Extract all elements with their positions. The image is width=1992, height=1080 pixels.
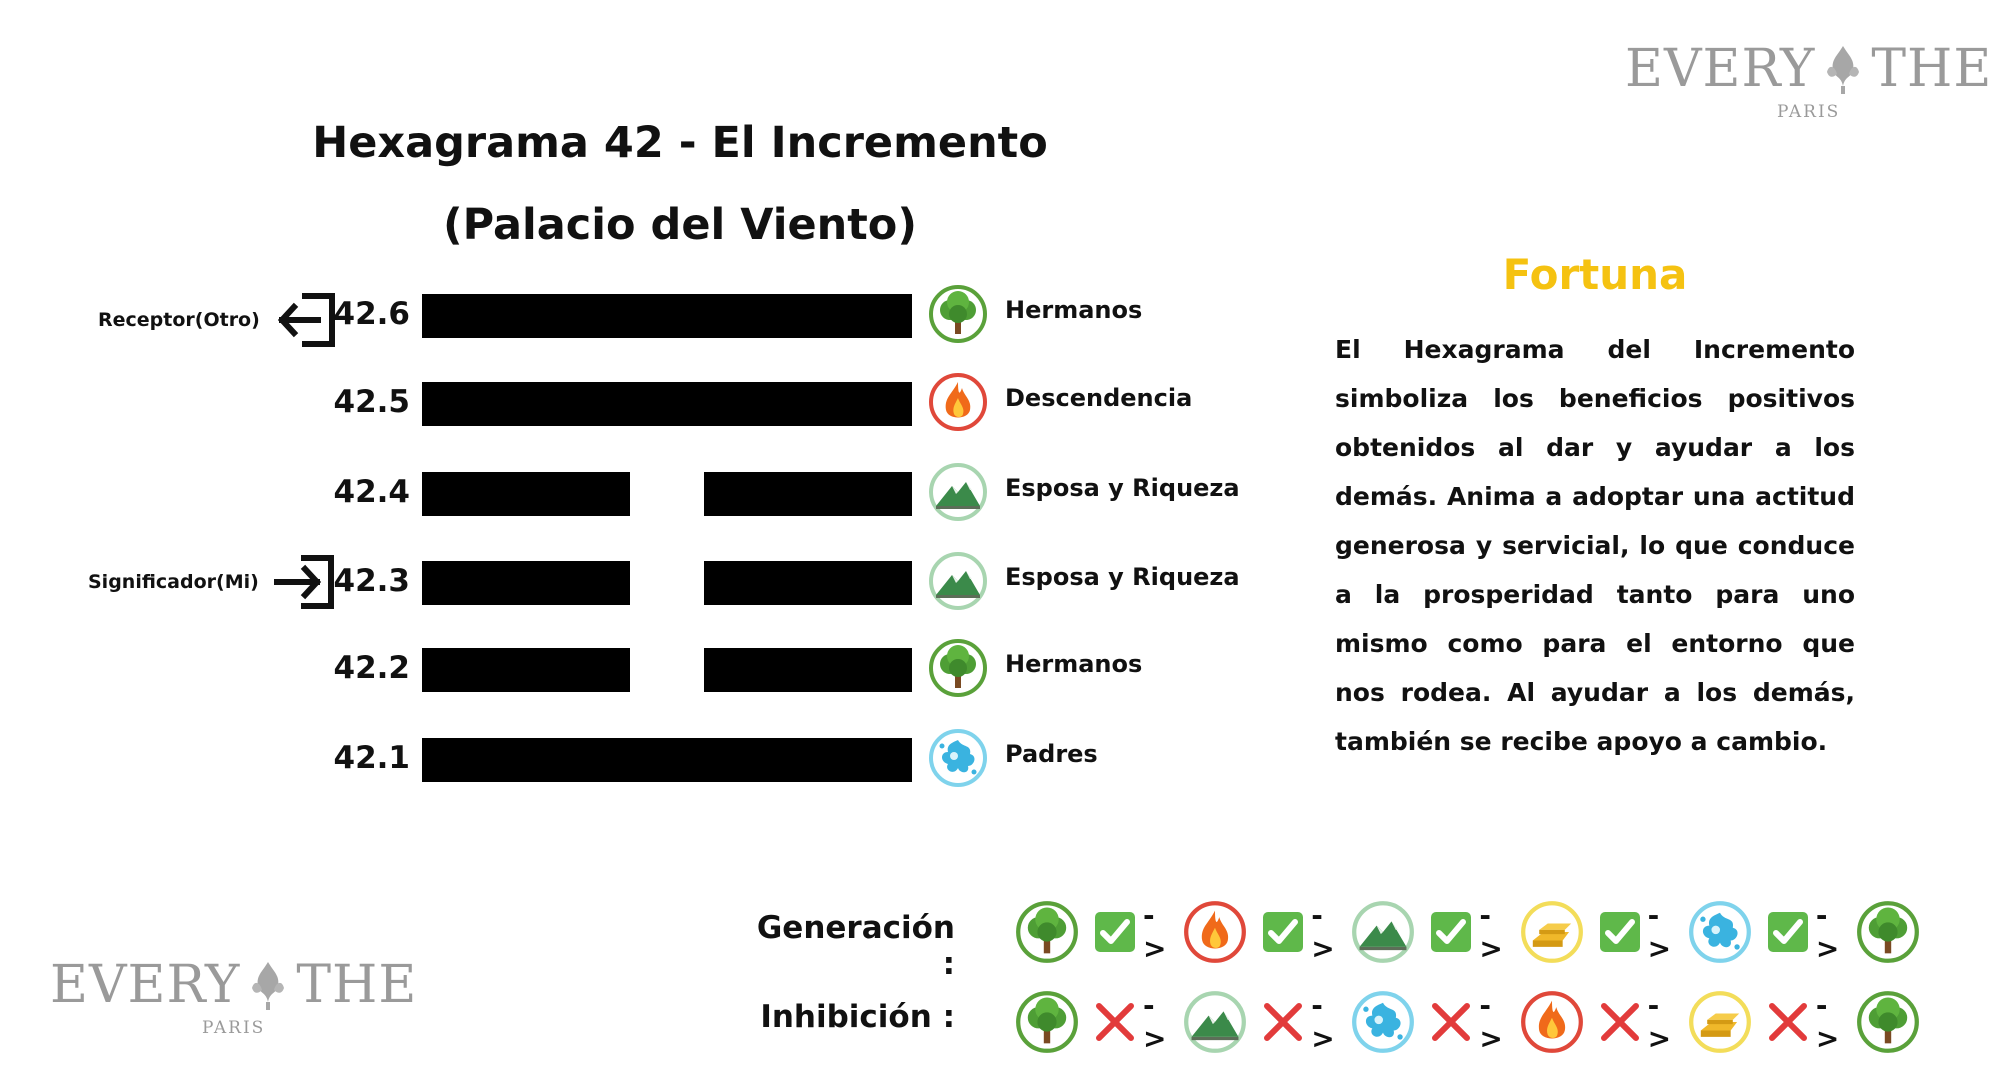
- six-relation-label: Esposa y Riqueza: [1005, 474, 1240, 502]
- check-mark-icon: [1093, 910, 1137, 954]
- six-relation-label: Descendencia: [1005, 384, 1193, 412]
- check-mark-icon: [1261, 910, 1305, 954]
- receptor-label: Receptor(Otro): [98, 309, 260, 331]
- line-number: 42.1: [333, 740, 410, 776]
- hexagram-line: [0, 557, 1250, 617]
- fortuna-title: Fortuna: [1502, 250, 1688, 299]
- arrow-text: - >: [1143, 899, 1165, 965]
- six-relation-label: Hermanos: [1005, 650, 1143, 678]
- yin-line-left: [422, 472, 630, 516]
- arrow-text: - >: [1311, 899, 1333, 965]
- brand-name-left: EVERY: [1625, 39, 1816, 99]
- arrow-text: - >: [1479, 899, 1501, 965]
- brand-name-left: EVERY: [50, 955, 241, 1015]
- wood-element-icon: [928, 284, 988, 344]
- wood-element-icon: [1856, 900, 1920, 964]
- six-relation-label: Esposa y Riqueza: [1005, 563, 1240, 591]
- brand-name-right: THE: [296, 955, 418, 1015]
- earth-element-icon: [1183, 990, 1247, 1054]
- yin-line-left: [422, 648, 630, 692]
- arrow-text: - >: [1647, 989, 1670, 1055]
- brand-logo-bottom: [50, 955, 418, 1038]
- line-number: 42.3: [333, 563, 410, 599]
- fleur-emblem-icon: [246, 958, 290, 1012]
- hexagram-line: [0, 468, 1250, 528]
- hexagram-line: [0, 378, 1250, 438]
- brand-name-right: THE: [1871, 39, 1992, 99]
- cross-mark-icon: [1093, 1000, 1137, 1044]
- yang-line: [422, 382, 912, 426]
- brand-logo-top: [1625, 39, 1992, 122]
- line-number: 42.2: [333, 650, 410, 686]
- six-relation-label: Hermanos: [1005, 296, 1143, 324]
- hexagram-line: [0, 644, 1250, 704]
- brand-city: PARIS: [202, 1018, 266, 1038]
- arrow-text: - >: [1479, 989, 1501, 1055]
- title-line-1: Hexagrama 42 - El Incremento: [312, 118, 1048, 168]
- check-mark-icon: [1766, 910, 1810, 954]
- fire-element-icon: [1183, 900, 1247, 964]
- earth-element-icon: [1351, 900, 1415, 964]
- water-element-icon: [1688, 900, 1752, 964]
- arrow-text: - >: [1647, 899, 1670, 965]
- inhibition-label: Inhibición :: [760, 999, 955, 1035]
- generation-label: Generación :: [756, 910, 955, 982]
- wood-element-icon: [1015, 990, 1079, 1054]
- arrow-text: - >: [1815, 989, 1838, 1055]
- cross-mark-icon: [1598, 1000, 1642, 1044]
- brand-city: PARIS: [1777, 102, 1841, 122]
- fire-element-icon: [1520, 990, 1584, 1054]
- cross-mark-icon: [1261, 1000, 1305, 1044]
- yin-line-left: [422, 561, 630, 605]
- arrow-text: - >: [1143, 989, 1165, 1055]
- wood-element-icon: [1856, 990, 1920, 1054]
- generation-cycle: [1015, 897, 1920, 967]
- yang-line: [422, 738, 912, 782]
- arrow-text: - >: [1815, 899, 1838, 965]
- check-mark-icon: [1598, 910, 1642, 954]
- earth-element-icon: [928, 551, 988, 611]
- hexagram-line: [0, 290, 1250, 350]
- hexagram-line: [0, 734, 1250, 794]
- significador-label: Significador(Mi): [88, 571, 259, 593]
- inhibition-cycle: [1015, 987, 1920, 1057]
- yin-line-right: [704, 648, 912, 692]
- earth-element-icon: [928, 462, 988, 522]
- line-number: 42.6: [333, 296, 410, 332]
- check-mark-icon: [1429, 910, 1473, 954]
- title-line-2: (Palacio del Viento): [443, 200, 917, 250]
- wood-element-icon: [928, 638, 988, 698]
- arrow-text: - >: [1311, 989, 1333, 1055]
- six-relation-label: Padres: [1005, 740, 1098, 768]
- fleur-emblem-icon: [1821, 42, 1865, 96]
- fire-element-icon: [928, 372, 988, 432]
- wood-element-icon: [1015, 900, 1079, 964]
- cross-mark-icon: [1766, 1000, 1810, 1044]
- water-element-icon: [928, 728, 988, 788]
- metal-element-icon: [1520, 900, 1584, 964]
- line-number: 42.5: [333, 384, 410, 420]
- cross-mark-icon: [1429, 1000, 1473, 1044]
- metal-element-icon: [1688, 990, 1752, 1054]
- water-element-icon: [1351, 990, 1415, 1054]
- line-number: 42.4: [333, 474, 410, 510]
- yin-line-right: [704, 561, 912, 605]
- yang-line: [422, 294, 912, 338]
- yin-line-right: [704, 472, 912, 516]
- fortuna-text: El Hexagrama del Incremento simboliza los beneficios positivos obtenidos al dar y ayudar a los demás. Anima a adoptar una actitud generosa y servicial, lo que conduce a la prosperidad tanto para uno mismo como para el entorno que nos rodea. Al ayudar a los demás, también se recibe apoyo a cambio.: [1335, 335, 1855, 756]
